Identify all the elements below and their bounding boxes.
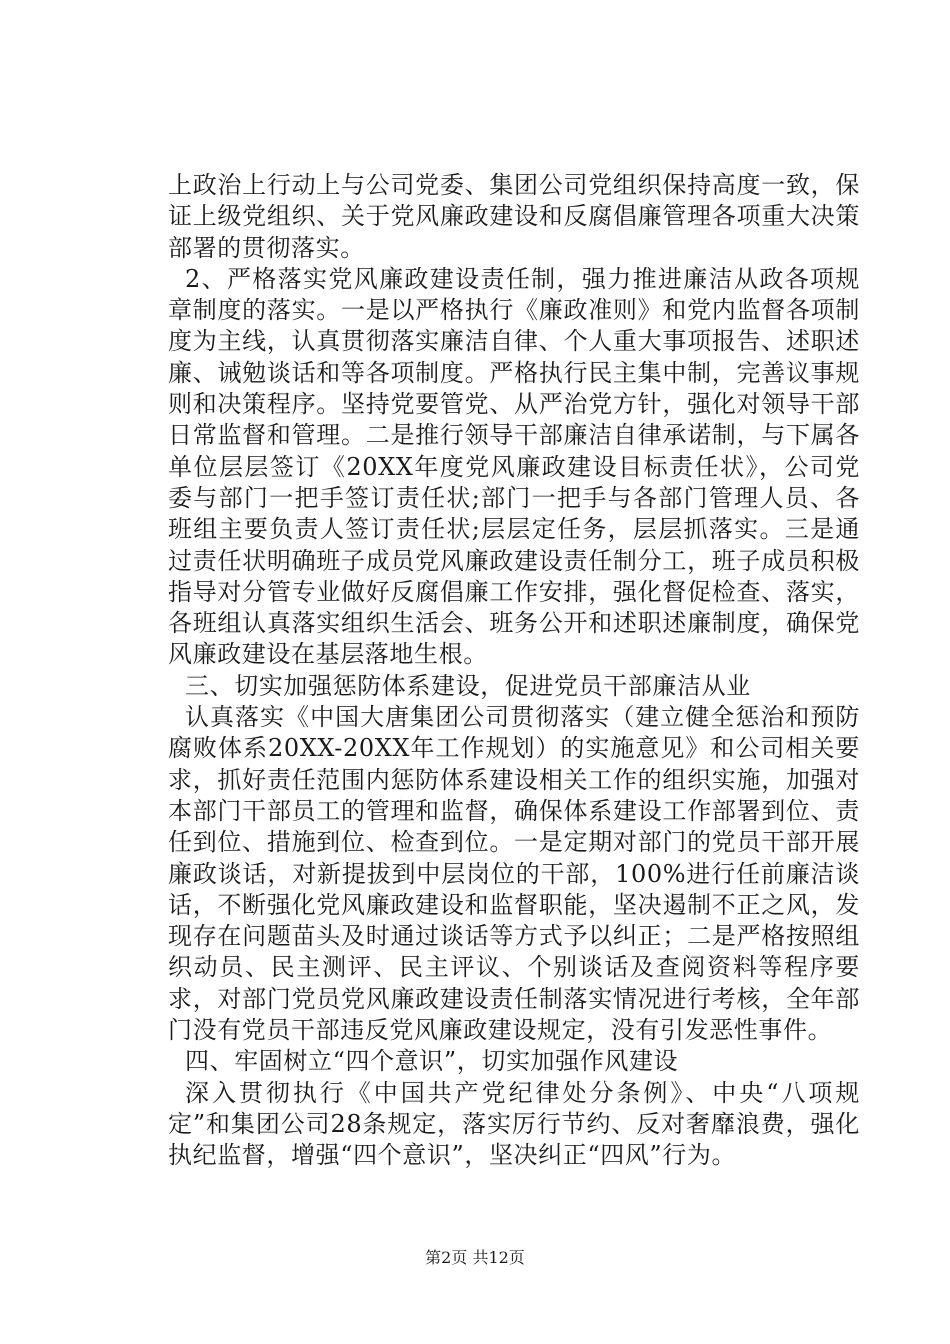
paragraph-section-4: 深入贯彻执行《中国共产党纪律处分条例》、中央“八项规定”和集团公司28条规定，落实厉行节约、反对奢靡浪费，强化执纪监督，增强“四个意识”，坚决纠正“四风”行为。 [168, 1078, 860, 1170]
paragraph-continuation: 上政治上行动上与公司党委、集团公司党组织保持高度一致，保证上级党组织、关于党风廉政建设和反腐倡廉管理各项重大决策部署的贯彻落实。 [168, 171, 860, 262]
section-heading-4: 四、牢固树立“四个意识”，切实加强作风建设 [185, 1047, 679, 1076]
paragraph-section-3: 认真落实《中国大唐集团公司贯彻落实（建立健全惩治和预防腐败体系20XX-20XX年工作规划）的实施意见》和公司相关要求，抓好责任范围内惩防体系建设相关工作的组织实施，加强对本部门干部员工的管理和监督，确保体系建设工作部署到位、责任到位、措施到位、检查到位。一是定期对部门的党员干部开展廉政谈话，对新提拔到中层岗位的干部，100%进行任前廉洁谈话，不断强化党风廉政建设和监督职能，坚决遏制不正之风，发现存在问题苗头及时通过谈话等方式予以纠正；二是严格按照组织动员、民主测评、民主评议、个别谈话及查阅资料等程序要求，对部门党员党风廉政建设责任制落实情况进行考核，全年部门没有党员干部违反党风廉政建设规定，没有引发恶性事件。 [168, 703, 860, 1045]
page-number-footer: 第2页 共12页 [425, 1248, 525, 1267]
section-heading-3: 三、切实加强惩防体系建设，促进党员干部廉洁从业 [185, 671, 751, 700]
paragraph-item-2: 2、严格落实党风廉政建设责任制，强力推进廉洁从政各项规章制度的落实。一是以严格执行《廉政准则》和党内监督各项制度为主线，认真贯彻落实廉洁自律、个人重大事项报告、述职述廉、诫勉谈话和等各项制度。严格执行民主集中制，完善议事规则和决策程序。坚持党要管党、从严治党方针，强化对领导干部日常监督和管理。二是推行领导干部廉洁自律承诺制，与下属各单位层层签订《20XX年度党风廉政建设目标责任状》，公司党委与部门一把手签订责任状;部门一把手与各部门管理人员、各班组主要负责人签订责任状;层层定任务，层层抓落实。三是通过责任状明确班子成员党风廉政建设责任制分工，班子成员积极指导对分管专业做好反腐倡廉工作安排，强化督促检查、落实，各班组认真落实组织生活会、班务公开和述职述廉制度，确保党风廉政建设在基层落地生根。 [168, 264, 860, 669]
document-body [168, 170, 860, 1172]
